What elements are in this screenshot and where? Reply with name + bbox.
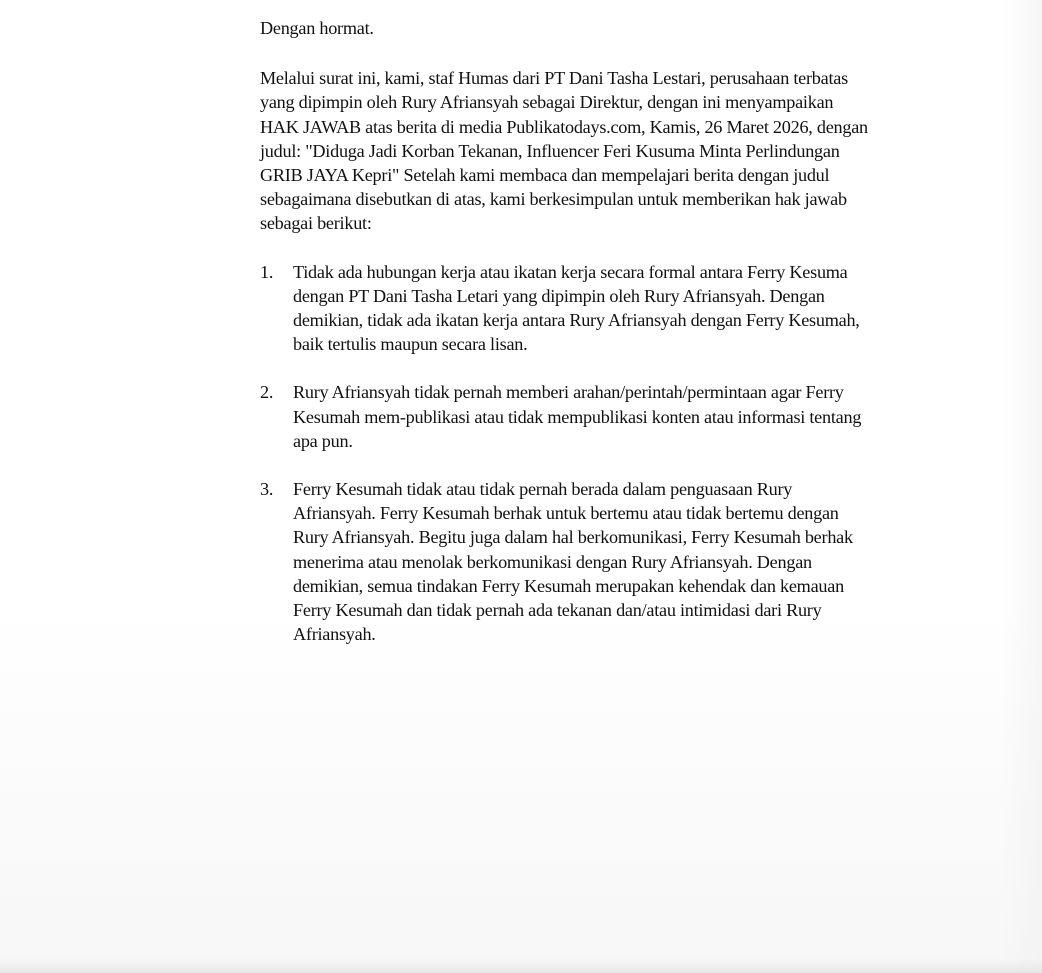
list-item (260, 477, 870, 646)
intro-paragraph: Melalui surat ini, kami, staf Humas dari PT Dani Tasha Lestari, perusahaan terbatas yang dipimpin oleh Rury Afriansyah sebagai Direktur, dengan ini menyampaikan HAK JAWAB atas berita di media Publikatodays.com, Kamis, 26 Maret 2026, dengan judul: "Diduga Jadi Korban Tekanan, Influencer Feri Kusuma Minta Perlindungan GRIB JAYA Kepri" Setelah kami membaca dan mempelajari berita dengan judul sebagaimana disebutkan di atas, kami berkesimpulan untuk memberikan hak jawab sebagai berikut: (260, 68, 868, 234)
list-item-text: Tidak ada hubungan kerja atau ikatan kerja secara formal antara Ferry Kesuma dengan PT Dani Tasha Letari yang dipimpin oleh Rury Afriansyah. Dengan demikian, tidak ada ikatan kerja antara Rury Afriansyah dengan Ferry Kesumah, baik tertulis maupun secara lisan. (293, 261, 860, 355)
list-item-text: Ferry Kesumah tidak atau tidak pernah berada dalam penguasaan Rury Afriansyah. Ferry Kesumah berhak untuk bertemu atau tidak bertemu dengan Rury Afriansyah. Begitu juga dalam hal berkomunikasi, Ferry Kesumah berhak menerima atau menolak berkomunikasi dengan Rury Afriansyah. Dengan demikian, semua tindakan Ferry Kesumah merupakan kehendak dan kemauan Ferry Kesumah dan tidak pernah ada tekanan dan/atau intimidasi dari Rury Afriansyah. (293, 479, 853, 645)
page-edge-shadow-right (1000, 0, 1042, 973)
list-item-number: 2. (260, 382, 274, 403)
list-item (260, 380, 870, 453)
greeting: Dengan hormat. (260, 18, 374, 38)
numbered-list (260, 260, 870, 647)
list-item-number: 1. (260, 261, 274, 282)
list-item (260, 260, 870, 357)
page-edge-shadow-bottom (0, 959, 1042, 973)
list-item-text: Rury Afriansyah tidak pernah memberi arahan/perintah/permintaan agar Ferry Kesumah mem-publikasi atau tidak mempublikasi konten atau informasi tentang apa pun. (293, 382, 862, 451)
list-item-number: 3. (260, 479, 274, 500)
letter-body (260, 16, 870, 670)
